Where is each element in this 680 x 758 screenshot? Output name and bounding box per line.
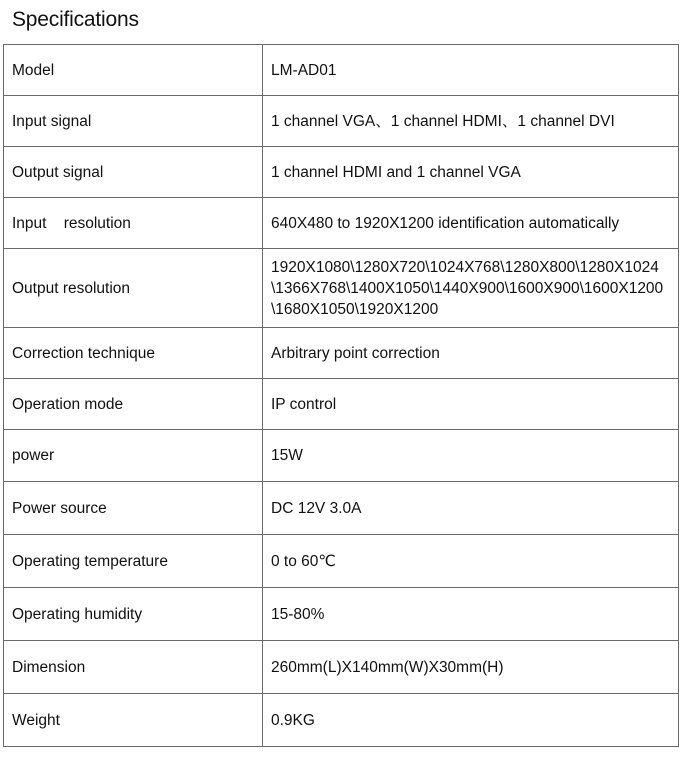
spec-value: 0 to 60℃ [263,535,679,588]
spec-value: 1 channel VGA、1 channel HDMI、1 channel DVI [263,96,679,147]
spec-value: LM-AD01 [263,45,679,96]
table-row [4,535,679,588]
table-row [4,45,679,96]
table-row [4,147,679,198]
spec-value: 1920X1080\1280X720\1024X768\1280X800\1280X1024\1366X768\1400X1050\1440X900\1600X900\1600X1200\1680X1050\1920X1200 [263,249,679,328]
spec-label: Operation mode [4,379,263,430]
spec-label: Operating humidity [4,588,263,641]
specifications-table [3,44,679,747]
spec-label: Input signal [4,96,263,147]
table-row [4,198,679,249]
spec-value: 640X480 to 1920X1200 identification automatically [263,198,679,249]
spec-value: 0.9KG [263,694,679,747]
spec-label: Input resolution [4,198,263,249]
page-title: Specifications [12,8,139,31]
spec-label: Correction technique [4,328,263,379]
spec-value: DC 12V 3.0A [263,482,679,535]
spec-value: 1 channel HDMI and 1 channel VGA [263,147,679,198]
spec-value: Arbitrary point correction [263,328,679,379]
spec-label: Operating temperature [4,535,263,588]
spec-label: Dimension [4,641,263,694]
table-row [4,482,679,535]
spec-label: Weight [4,694,263,747]
table-row [4,249,679,328]
table-row [4,96,679,147]
table-row [4,694,679,747]
spec-label: Output resolution [4,249,263,328]
spec-value: IP control [263,379,679,430]
spec-label: Output signal [4,147,263,198]
spec-label: Model [4,45,263,96]
table-row [4,588,679,641]
table-row [4,641,679,694]
spec-label: power [4,430,263,482]
spec-value: 15-80% [263,588,679,641]
spec-label: Power source [4,482,263,535]
table-row [4,430,679,482]
table-row [4,379,679,430]
spec-value: 260mm(L)X140mm(W)X30mm(H) [263,641,679,694]
table-row [4,328,679,379]
spec-value: 15W [263,430,679,482]
